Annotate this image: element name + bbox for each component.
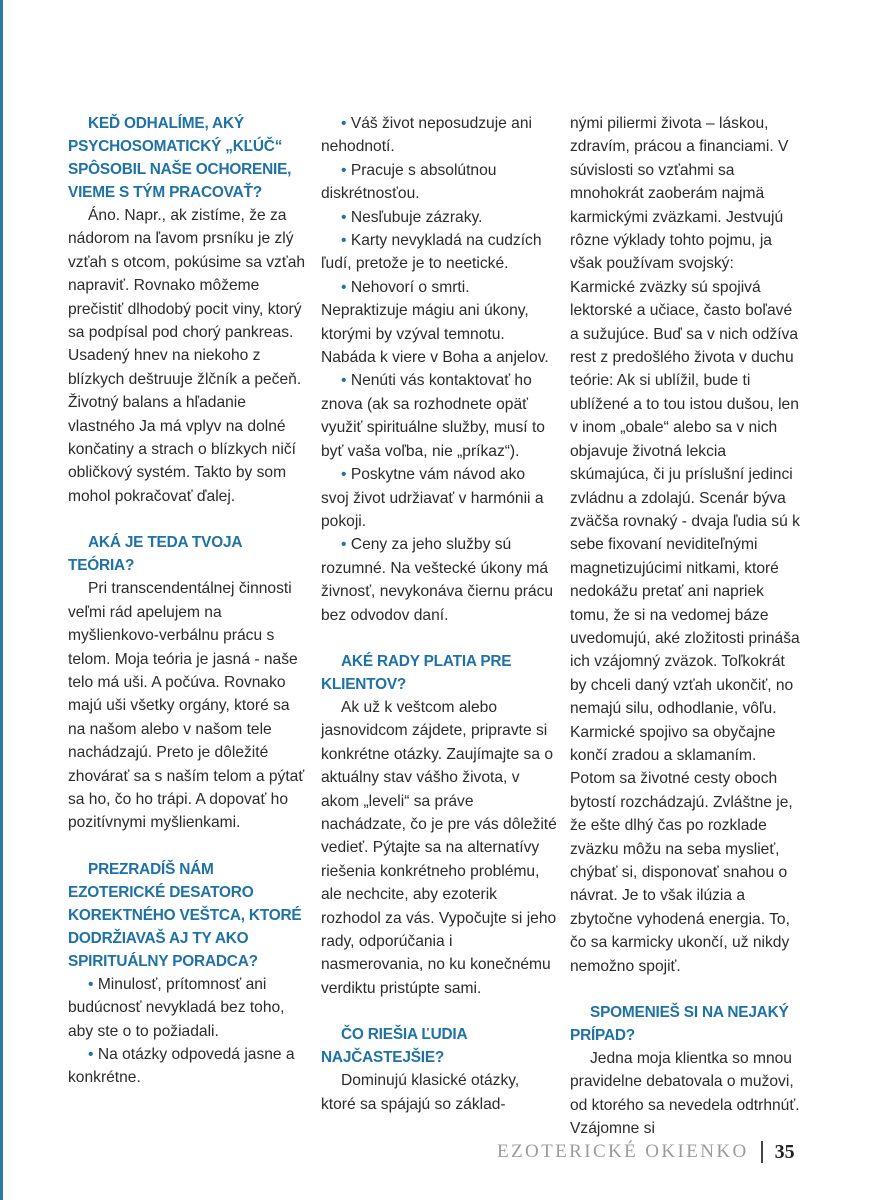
bullet-item (321, 533, 557, 627)
bullet-item (68, 973, 308, 1043)
bullet-text: Váš život neposudzuje ani nehodnotí. (321, 115, 532, 156)
paragraph-text: nými piliermi života – láskou, zdravím, prácou a financiami. V súvislosti so vzťahmi sa mnohokrát zaoberám najmä karmickými zväzkami. Jestvujú rôzne výklady tohto pojmu, ja však používam svojský: Karmické zväzky sú spojivá lektorské a učiace, často boľavé a sužujúce. Buď sa v nich odžíva rest z predošlého života v duchu teórie: Ak si ublížil, bude ti ublížené a to tou istou dušou, len v inom „obale“ alebo sa v nich objavuje životná lekcia skúmajúca, či ju príslušní jedinci zvládnu a zdolajú. Scenár býva zväčša rovnaký - dvaja ľudia sú k sebe fixovaní neviditeľnými magnetizujúcimi nitkami, ktoré nedokážu pretať ani napriek tomu, že si na vedomej báze uvedomujú, aké zložitosti prináša ich vzájomný zväzok. Toľkokrát by chceli daný vzťah ukončiť, no nemajú silu, odhodlanie, vôľu. Karmické spojivo sa obyčajne končí zradou a sklamaním. Potom sa životné cesty oboch bytostí rozchádzajú. Zvláštne je, že ešte dlhý čas po rozklade zväzku môžu na seba myslieť, chýbať si, disponovať snahou o návrat. Je to však ilúzia a zbytočne vyhodená energia. To, čo sa karmicky ukončí, už nikdy nemožno spojiť. (570, 115, 800, 975)
bullet-text: Nesľubuje zázraky. (350, 208, 483, 226)
bullet-text: Minulosť, prítomnosť ani budúcnosť nevykladá bez toho, aby ste o to požiadali. (68, 975, 285, 1040)
paragraph-text: Pri transcendentálnej činnosti veľmi rád apelujem na myšlienkovo-verbálnu prácu s telom. Moja teória je jasná - naše telo má uši. A počúva. Rovnako majú uši všetky orgány, ktoré sa na našom alebo v našom tele nachádzajú. Preto je dôležité zhovárať sa s naším telom a pýtať sa ho, čo ho trápi. A dopovať ho pozitívnymi myšlienkami. (68, 580, 305, 832)
question-heading (68, 112, 308, 204)
bullet-icon: • (88, 975, 94, 993)
question-heading (321, 650, 557, 696)
bullet-text: Nenúti vás kontaktovať ho znova (ak sa rozhodnete opäť využiť spirituálne služby, musí to byť vaša voľba, nie „príkaz“). (321, 372, 545, 460)
answer-paragraph (570, 112, 800, 978)
paragraph-text: Jedna moja klientka so mnou pravidelne debatovala o mužovi, od ktorého sa nevedela odtrhnúť. Vzájomne si (570, 1050, 800, 1138)
heading-text: AKÉ RADY PLATIA PRE KLIENTOV? (321, 652, 512, 693)
bullet-icon: • (341, 372, 347, 390)
answer-paragraph (68, 204, 308, 508)
heading-text: PREZRADÍŠ NÁM EZOTERICKÉ DESATORO KOREKTNÉHO VEŠTCA, KTORÉ DODRŽIAVAŠ AJ TY AKO SPIRITUÁLNY PORADCA? (68, 860, 302, 970)
section-title: EZOTERICKÉ OKIENKO (497, 1141, 749, 1162)
question-heading (68, 531, 308, 577)
paragraph-text: Dominujú klasické otázky, ktoré sa spájajú so základ- (321, 1072, 520, 1113)
bullet-text: Karty nevykladá na cudzích ľudí, pretože je to neetické. (321, 232, 542, 273)
column-1 (68, 112, 308, 1090)
heading-text: KEĎ ODHALÍME, AKÝ PSYCHOSOMATICKÝ „KĽÚČ“ SPÔSOBIL NAŠE OCHORENIE, VIEME S TÝM PRACOVAŤ? (68, 115, 292, 201)
page-footer (497, 1137, 795, 1167)
bullet-text: Nehovorí o smrti. Nepraktizuje mágiu ani úkony, ktorými by vzýval temnotu. Nabáda k viere v Boha a anjelov. (321, 278, 549, 367)
page-number: 35 (774, 1140, 795, 1163)
question-heading (570, 1001, 800, 1047)
bullet-text: Na otázky odpovedá jasne a konkrétne. (68, 1045, 295, 1087)
bullet-icon: • (341, 536, 347, 554)
bullet-item (321, 276, 557, 370)
bullet-text: Ceny za jeho služby sú rozumné. Na veštecké úkony má živnosť, nevykonáva čiernu prácu bez odvodov daní. (321, 536, 554, 624)
bullet-item (321, 463, 557, 533)
paragraph-text: Ak už k veštcom alebo jasnovidcom zájdete, pripravte si konkrétne otázky. Zaujímajte sa o aktuálny stav vášho života, v akom „leveli“ sa práve nachádzate, čo je pre vás dôležité vedieť. Pýtajte sa na alternatívy riešenia konkrétneho problému, ale nechcite, aby ezoterik rozhodol za vás. Vypočujte si jeho rady, odporúčania i nasmerovania, no ku konečnému verdiktu pristúpte sami. (321, 698, 557, 997)
bullet-item (321, 206, 557, 229)
heading-text: AKÁ JE TEDA TVOJA TEÓRIA? (68, 534, 242, 575)
bullet-item (321, 229, 557, 276)
bullet-item (321, 112, 557, 159)
heading-text: ČO RIEŠIA ĽUDIA NAJČASTEJŠIE? (321, 1026, 467, 1067)
bullet-icon: • (341, 278, 347, 296)
page-edge-bar (0, 0, 3, 1200)
heading-text: SPOMENIEŠ SI NA NEJAKÝ PRÍPAD? (570, 1004, 789, 1045)
bullet-icon: • (341, 161, 347, 179)
bullet-text: Poskytne vám návod ako svoj život udržiavať v harmónii a pokoji. (321, 466, 544, 530)
bullet-text: Pracuje s absolútnou diskrétnosťou. (321, 161, 497, 203)
bullet-icon: • (341, 466, 347, 484)
bullet-item (321, 369, 557, 463)
footer-divider (761, 1141, 763, 1163)
bullet-icon: • (341, 115, 347, 132)
column-3 (570, 112, 800, 1141)
answer-paragraph (68, 577, 308, 834)
paragraph-text: Áno. Napr., ak zistíme, že za nádorom na ľavom prsníku je zlý vzťah s otcom, pokúsime sa vzťah napraviť. Rovnako môžeme prečistiť dlhodobý pocit viny, ktorý sa podpísal pod chorý pankreas. Usadený hnev na niekoho z blízkych deštruuje žlčník a pečeň. Životný balans a hľadanie vlastného Ja má vplyv na dolné končatiny a strach o blízkych ničí obličkový systém. Takto by som mohol pokračovať ďalej. (68, 207, 306, 505)
answer-paragraph (570, 1047, 800, 1141)
question-heading (321, 1023, 557, 1069)
bullet-icon: • (88, 1045, 94, 1063)
question-heading (68, 858, 308, 973)
answer-paragraph (321, 696, 557, 1000)
column-2 (321, 112, 557, 1116)
bullet-icon: • (341, 232, 347, 250)
bullet-item (321, 159, 557, 206)
answer-paragraph (321, 1069, 557, 1116)
bullet-item (68, 1043, 308, 1090)
bullet-icon: • (341, 208, 347, 226)
